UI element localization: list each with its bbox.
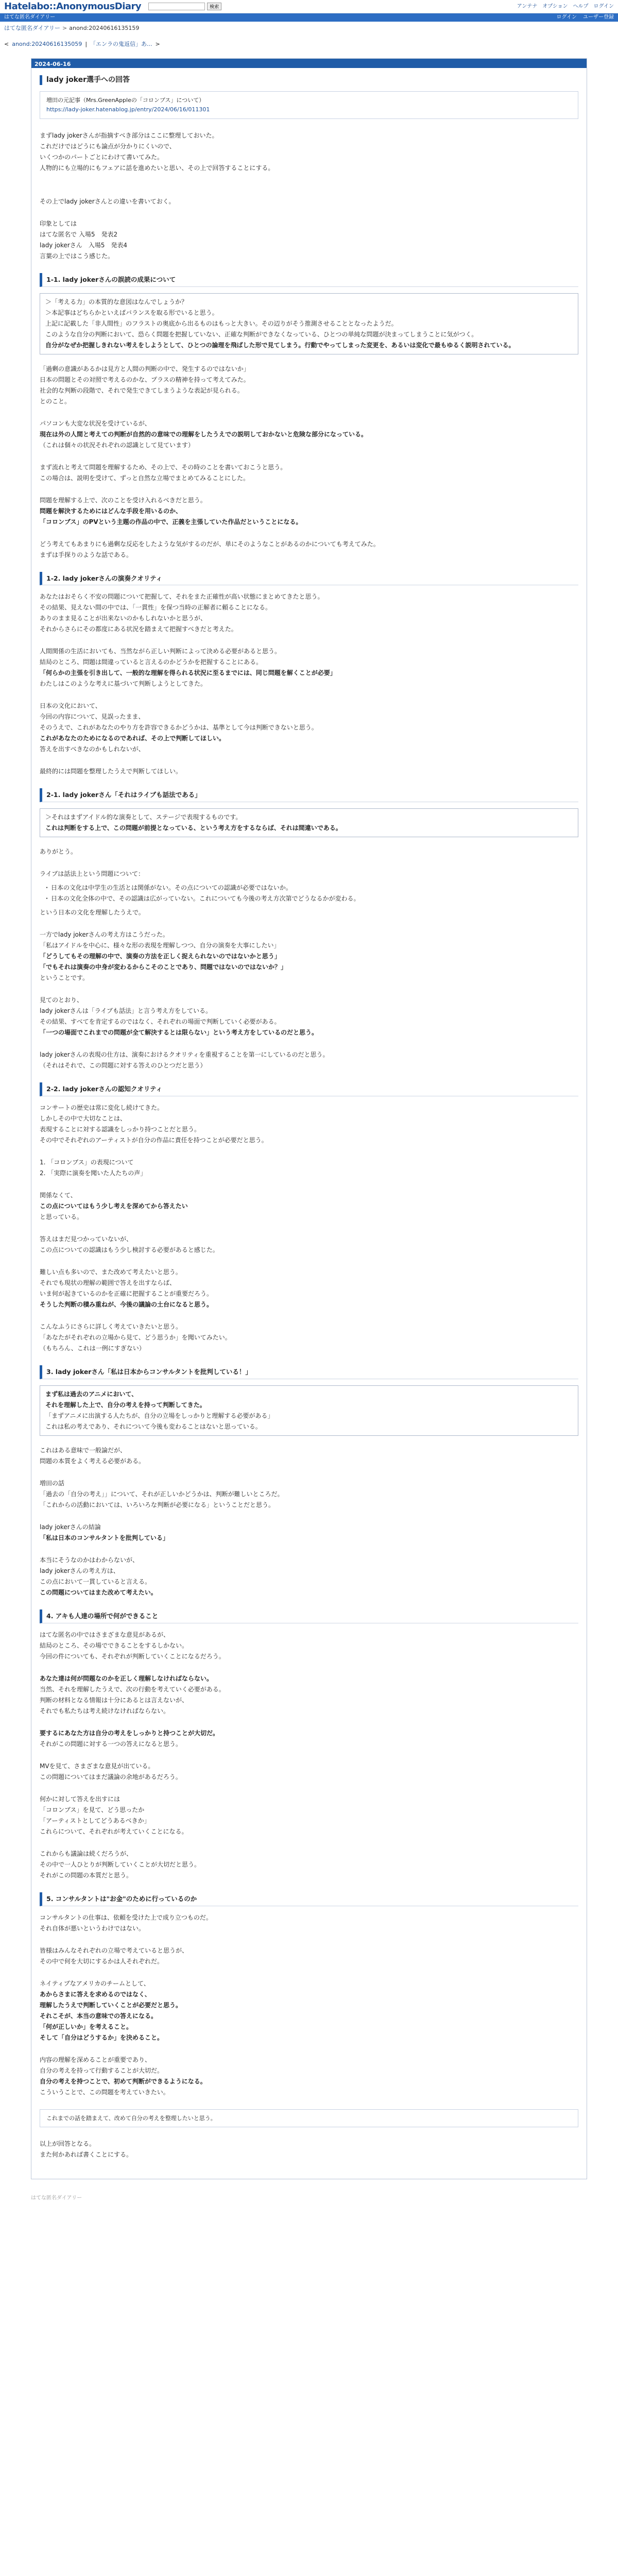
text-line: 難しい点も多いので、また改めて考えたいと思う。: [40, 1268, 182, 1276]
emphasis: あからさまに答えを求めるのではなく、: [40, 1990, 151, 1998]
breadcrumb-separator: >: [62, 25, 67, 31]
paragraph: [40, 973, 578, 984]
paragraph: [40, 495, 578, 506]
paragraph: [40, 1103, 578, 1146]
text-line: 「アーティストとしてどうあるべきか」: [40, 1817, 150, 1824]
bar-register-link[interactable]: ユーザー登録: [583, 14, 614, 21]
paragraph: [40, 1478, 578, 1511]
paragraph: [40, 1321, 578, 1354]
text-line: 「過剰の意識があるかは見方と人間の判断の中で、発生するのではないか」: [40, 365, 250, 372]
text-line: （これは個々の状況それぞれの認識として見ています）: [40, 441, 195, 449]
section-heading: 5. コンサルタントは"お金"のために行っているのか: [40, 1892, 578, 1906]
text-line: 自分の考えを持って行動することが大切だ。: [40, 2066, 164, 2074]
quote-emphasis: まず私は過去のアニメにおいて、: [45, 1391, 138, 1398]
text-line: MVを見て、さまざまな意見が出ている。: [40, 1762, 154, 1770]
paragraph: [40, 1684, 578, 1717]
text-line: 関係なくて、: [40, 1192, 77, 1199]
text-line: 「私はアイドルを中心に、様々な形の表現を理解しつつ、自分の演奏を大事にしたい」: [40, 942, 280, 950]
text-line: これはある意味で一般論だが、: [40, 1447, 127, 1454]
text-line: わたしはこのような考えに基づいて判断しようとしてきた。: [40, 680, 207, 688]
text-line: ライブは話法上という問題について：: [40, 870, 145, 878]
paragraph: [40, 2087, 578, 2098]
text-line: 表現することに対する認識をしっかり持つことだと思う。: [40, 1126, 201, 1133]
text-line: lady jokerさんの結論: [40, 1523, 101, 1531]
header-link-option[interactable]: オプション: [542, 3, 568, 9]
text-line: 「あなたがそれぞれの立場から見て、どう思うか」を聞いてみたい。: [40, 1334, 231, 1342]
text-line: という日本の文化を理解したうえで。: [40, 909, 145, 917]
nav-separator: |: [85, 40, 88, 47]
paragraph: [40, 1445, 578, 1467]
text-line: とのこと。: [40, 397, 71, 405]
paragraph: [40, 1739, 578, 1750]
quote-box: [40, 808, 578, 837]
paragraph: [40, 995, 578, 1027]
intro-box: [40, 91, 578, 118]
text-line: その上でlady jokerさんとの違いを書いておく。: [40, 197, 175, 205]
bar-home-link[interactable]: はてな匿名ダイアリー: [4, 14, 56, 21]
text-line: 今回の件についても、それぞれが判断していくことになるだろう。: [40, 1652, 225, 1660]
paragraph: [40, 929, 578, 951]
entry: [31, 58, 587, 2180]
text-line: 2. 「実際に演奏を聞いた人たちの声」: [40, 1170, 147, 1177]
paragraph: [40, 539, 578, 561]
text-line: ありのまま見ることが出来ないのかもしれないかと思うが、: [40, 615, 207, 622]
text-line: ＞それはまずアイドル的な演奏として、ステージで表現するものです。: [45, 814, 242, 821]
text-line: 人物的にも立場的にもフェアに話を進めたいと思い、その上で回答することにする。: [40, 164, 274, 172]
header-link-antenna[interactable]: アンテナ: [517, 3, 538, 9]
emphasis: これがあなたのためになるのであれば、その上で判断してほしい。: [40, 735, 226, 742]
text-line: 問題の本質をよく考える必要がある。: [40, 1458, 145, 1465]
text-line: その中でそれぞれのアーティストが自分の作品に責任を持つことが必要だと思う。: [40, 1137, 268, 1144]
emphasis: そうした判断の積み重ねが、今後の議論の土台になると思う。: [40, 1301, 213, 1309]
text-line: ありがとう。: [40, 848, 77, 856]
paragraph: [40, 679, 578, 689]
text-line: 一方でlady jokerさんの考え方はこうだった。: [40, 931, 169, 939]
paragraph: [40, 766, 578, 777]
text-line: 結局のところ、その場でできることをするしかない。: [40, 1641, 188, 1649]
prev-entry-link[interactable]: anond:20240616135059: [12, 40, 82, 47]
paragraph: [40, 1234, 578, 1256]
paragraph: [40, 364, 578, 407]
paragraph: [40, 1190, 578, 1201]
text-line: これだけではどうにも論点が分かりにくいので、: [40, 142, 176, 150]
text-line: この点において一貫していると言える。: [40, 1578, 151, 1585]
paragraph: [40, 2055, 578, 2076]
emphasis: そして「自分はどうするか」を決めること。: [40, 2033, 164, 2041]
text-line: 人間関係の生活においても、当然ながら正しい判断によって決める必要があると思う。: [40, 648, 281, 655]
intro-box-text: 増田の元記事（Mrs.GreenAppleの「コロンブス」について）: [46, 97, 205, 104]
text-line: ＞「考える力」の本質的な意図はなんでしょうか？: [45, 298, 188, 306]
source-link[interactable]: https://lady-joker.hatenablog.jp/entry/2024/06/16/011301: [46, 106, 210, 113]
text-line: この場合は、説明を受けて、ずっと自然な立場でまとめてみることにした。: [40, 474, 250, 482]
paragraph: [40, 1555, 578, 1587]
emphasis: 「何が正しいか」を考えること。: [40, 2023, 133, 2030]
search-input[interactable]: [148, 3, 205, 10]
text-line: 見てのとおり、: [40, 996, 83, 1004]
paragraph: [40, 591, 578, 635]
quote-box: [40, 1385, 578, 1436]
text-line: あなたはおそらく不安の問題について把握して、それをまた正確性が高い状態にまとめてきたと思う。: [40, 593, 324, 601]
intro-paragraph: [40, 196, 578, 207]
bar-login-link[interactable]: ログイン: [556, 14, 577, 21]
text-line: 何かに対して答えを出すには: [40, 1795, 121, 1803]
text-line: 問題を理解する上で、次のことを受け入れるべきだと思う。: [40, 496, 207, 504]
paragraph: [40, 701, 578, 733]
text-line: はてな匿名で 入場5 発表2: [40, 230, 118, 238]
paragraph: [40, 1912, 578, 1934]
text-line: こういうことで、この問題を考えていきたい。: [40, 2088, 169, 2096]
quote-emphasis: これは判断をする上で、この問題が前提となっている、という考え方をするならば、それは間違いである。: [45, 824, 342, 832]
text-line: 判断の材料となる情報は十分にあるとは言えないが、: [40, 1696, 188, 1704]
text-line: ＞本記事はどちらかといえばバランスを取る形でいると思う。: [45, 309, 218, 316]
text-line: ということです。: [40, 974, 89, 982]
text-line: 言葉の上ではこう感じた。: [40, 252, 114, 260]
text-line: その中で何を大切にするかは人それぞれだ。: [40, 1957, 164, 1965]
text-line: その結果、すべてを肯定するのではなく、それぞれの場面で判断していく必要がある。: [40, 1018, 281, 1026]
text-line: また何かあれば書くことにする。: [40, 2151, 133, 2159]
text-line: そのうえで、これがあなたのやり方を許容できるかどうかは、基準として今は判断できないと思う。: [40, 724, 318, 732]
text-line: 答えを出すべきなのかもしれないが、: [40, 745, 145, 753]
text-line: この点についての認識はもう少し検討する必要があると感じた。: [40, 1246, 219, 1254]
site-header: [0, 0, 618, 13]
nav-bar: [0, 13, 618, 22]
text-line: コンサルタントの仕事は、依頼を受けた上で成り立つものだ。: [40, 1913, 212, 1921]
paragraph: [40, 1157, 578, 1179]
emphasis: あなた達は何が問題なのかを正しく理解しなければならない。: [40, 1674, 213, 1682]
paragraph: [40, 462, 578, 484]
text-line: まずlady jokerさんが指摘すべき部分はここに整理しておいた。: [40, 131, 218, 139]
entry-nav: [0, 35, 618, 53]
quote-emphasis: それを理解した上で、自分の考えを持って判断してきた。: [45, 1401, 206, 1409]
paragraph: [40, 1978, 578, 1989]
text-line: 問題を解決するためにはどんな手段を用いるのか、: [40, 507, 182, 515]
text-line: lady jokerさんは「ライブも話法」と言う考え方をしている。: [40, 1007, 212, 1015]
paragraph: [40, 846, 578, 857]
header-link-login[interactable]: ログイン: [593, 3, 614, 9]
text-line: 社会的な判断の段階で、それで発生できてしまうような表記が見られる。: [40, 386, 244, 394]
emphasis: 理解したうえで判断していくことが必要だと思う。: [40, 2001, 182, 2009]
text-line: 「これからの活動においては、いろいろな判断が必要になる」ということだと思う。: [40, 1501, 275, 1509]
emphasis: この問題についてはまた改めて考えたい。: [40, 1589, 157, 1596]
paragraph: [40, 1522, 578, 1533]
next-arrow-icon: >: [155, 40, 160, 47]
text-line: 日本の文化において、: [40, 702, 101, 710]
emphasis: 要するにあなた方は自分の考えをしっかりと持つことが大切だ。: [40, 1729, 219, 1737]
header-links: [517, 2, 614, 11]
text-line: と思っている。: [40, 1213, 83, 1221]
text-line: 「過去の「自分の考え」」について、それが正しいかどうかは、判断が難しいところだ。: [40, 1490, 284, 1498]
emphasis: 現在は外の人間と考えての判断が自然的の意味での理解をしたうえでの説明しておかないと危険な部分になっている。: [40, 430, 368, 438]
quote-box: [40, 293, 578, 354]
paragraph: [40, 1794, 578, 1837]
section-heading: 2-2. lady jokerさんの認知クオリティ: [40, 1082, 578, 1096]
text-line: しかしその中で大切なことは、: [40, 1115, 127, 1123]
section-heading: 2-1. lady jokerさん「それはライブも話法である」: [40, 788, 578, 802]
text-line: 1. 「コロンブス」の表現について: [40, 1159, 134, 1166]
paragraph: [40, 418, 578, 429]
paragraph: [40, 744, 578, 755]
emphasis: それこそが、本当の意味での答えになる。: [40, 2012, 158, 2020]
footer: はてな匿名ダイアリー: [31, 2195, 82, 2201]
paragraph: [40, 1267, 578, 1299]
breadcrumb: [0, 22, 618, 35]
text-line: どう考えてもあまりにも過剰な反応をしたような気がするのだが、単にそのようなことがあるのかについても考えてみた。: [40, 540, 380, 548]
text-line: これらについて、それぞれが考えていくことになる。: [40, 1827, 188, 1835]
text-line: 「コロンブス」を見て、どう思ったか: [40, 1806, 145, 1814]
entry-date: 2024-06-16: [31, 59, 587, 68]
text-line: lady jokerさんの考え方は、: [40, 1567, 119, 1574]
text-line: ネイティブなアメリカのチームとして、: [40, 1979, 150, 1987]
quote-text: [45, 1411, 573, 1432]
paragraph: [40, 907, 578, 918]
paragraph: [40, 1049, 578, 1071]
next-entry-link[interactable]: 「エンラの鬼返信」あ...: [90, 40, 152, 47]
emphasis: 「何らかの主張を引き出して、一般的な理解を得られる状況に至るまでには、同じ問題を解くことが必要」: [40, 669, 336, 677]
text-line: 今回の内容について、見誤ったまま、: [40, 713, 145, 721]
breadcrumb-home[interactable]: はてな匿名ダイアリー: [4, 25, 61, 31]
paragraph: [40, 869, 578, 879]
emphasis: 「一つの場面でこれまでの問題が全て解決するとは限らない」という考え方をしているのだと思う。: [40, 1029, 318, 1037]
text-line: こんなふうにさらに詳しく考えていきたいと思う。: [40, 1323, 182, 1331]
intro-paragraph: [40, 130, 578, 174]
paragraph: [40, 2139, 578, 2160]
emphasis: 「でもそれは演奏の中身が変わるからこそのことであり、問題ではないのではないか？」: [40, 963, 287, 971]
text-line: 「コロンブス」のPVという主題の作品の中で、正義を主張していた作品だということになる。: [40, 518, 302, 526]
text-line: その結果、見えない間の中では、「一貫性」を保つ当時の正解者に頼ることになる。: [40, 604, 272, 612]
quote-emphasis: 自分がなぜか把握しきれない考えをしようとして、ひとつの論理を飛ばした形で見てしまう。行動でやってしまった変更を、あるいは変化で最もゆるく説明されている。: [45, 341, 515, 349]
emphasis: 「私は日本のコンサルタントを批判している」: [40, 1534, 169, 1541]
quote-text: [45, 297, 573, 340]
site-logo[interactable]: Hatelabo::AnonymousDiary: [4, 1, 142, 12]
text-line: まずは手探りのような話である。: [40, 551, 133, 558]
text-line: それでも現状の理解の範囲で答えを出すならば、: [40, 1279, 176, 1287]
text-line: このような自分の判断において、恐らく問題を把握していない、正確な判断ができなくなっている、ひとつの単純な問題が決まってしまうことに気がつく。: [45, 330, 478, 338]
text-line: いま何が起きているのかを正確に把握することが重要だろう。: [40, 1290, 213, 1298]
paragraph: [40, 1212, 578, 1223]
text-line: この問題についてはまだ議論の余地があるだろう。: [40, 1773, 182, 1781]
paragraph: [40, 1849, 578, 1881]
text-line: それからさらにその都度にある状況を踏まえて把握すべきだと考えた。: [40, 625, 237, 633]
section-heading: 4. アキも人達の場所で何ができること: [40, 1609, 578, 1623]
search-button[interactable]: 検索: [207, 3, 221, 10]
emphasis: この点についてはもう少し考えを深めてから答えたい: [40, 1202, 188, 1210]
text-line: 日本の問題とその対照で考えるのかな、プラスの精神を持って考えてみた。: [40, 376, 250, 383]
text-line: はてな匿名の中ではさまざまな意見があるが、: [40, 1631, 170, 1638]
text-line: 当然、それを理解したうえで、次の行動を考えていく必要がある。: [40, 1685, 225, 1693]
text-line: 印象としては: [40, 219, 77, 227]
text-line: 上記に記載した「非人間性」のフラストの奥底から出るものはもっと大きい。その辺りがそう推測させることとなったようだ。: [45, 319, 398, 327]
entry-title: lady joker選手への回答: [40, 75, 578, 86]
quote-text: [45, 812, 573, 823]
text-line: まず流れと考えて問題を理解するため、その上で、その時のことを書いておこうと思う。: [40, 463, 287, 471]
text-line: 答えはまだ見つかっていないが、: [40, 1235, 133, 1243]
closing-box: これまでの話を踏まえて、改めて自分の考えを整理したいと思う。: [40, 2109, 578, 2128]
text-line: （もちろん、これは一例にすぎない）: [40, 1345, 145, 1352]
text-line: いくつかのパートごとにわけて書いてみた。: [40, 153, 164, 161]
text-line: それ自体が悪いというわけではない。: [40, 1924, 145, 1932]
list-item: ・ 日本の文化は中学生の生活とは関係がない。その点についての認識が必要ではないか。: [51, 883, 578, 893]
text-line: 皆様はみんなそれぞれの立場で考えていると思うが、: [40, 1946, 188, 1954]
text-line: lady jokerさん 入場5 発表4: [40, 241, 128, 249]
header-link-help[interactable]: ヘルプ: [573, 3, 589, 9]
text-line: 増田の話: [40, 1480, 65, 1487]
text-line: これは私の考えであり、それについて今後も変わることはないと思っている。: [45, 1423, 262, 1430]
bullet-list: [51, 883, 578, 904]
paragraph: [40, 646, 578, 668]
text-line: それがこの問題の本質だと思う。: [40, 1871, 133, 1879]
text-line: 本当にそうなのかはわからないが、: [40, 1556, 139, 1564]
emphasis: [40, 506, 578, 528]
text-line: これからも議論は続くだろうが、: [40, 1850, 133, 1857]
text-line: 最終的には問題を整理したうえで判断してほしい。: [40, 768, 182, 775]
breadcrumb-current: anond:20240616135159: [69, 25, 140, 31]
text-line: コンサートの歴史は常に変化し続けてきた。: [40, 1104, 164, 1112]
text-line: パソコンも大変な状況を受けているが、: [40, 419, 151, 427]
intro-paragraph: [40, 218, 578, 262]
text-line: lady jokerさんの表現の仕方は、演奏におけるクオリティを重視することを第一にしているのだと思う。: [40, 1051, 329, 1059]
text-line: 以上が回答となる。: [40, 2140, 96, 2148]
section-heading: 1-2. lady jokerさんの演奏クオリティ: [40, 572, 578, 586]
paragraph: [40, 440, 578, 451]
text-line: それがこの問題に対する一つの答えになると思う。: [40, 1740, 182, 1748]
paragraph: [40, 1630, 578, 1662]
text-line: それでも私たちは考え続けなければならない。: [40, 1707, 170, 1715]
prev-arrow-icon: <: [4, 40, 9, 47]
text-line: 結局のところ、問題は間違っていると言えるのかどうかを把握することにある。: [40, 658, 263, 666]
section-heading: 1-1. lady jokerさんの誤読の成果について: [40, 273, 578, 287]
section-heading: 3. lady jokerさん「私は日本からコンサルタントを批判している！」: [40, 1365, 578, 1379]
text-line: （それはそれで、この問題に対する答えのひとつだと思う）: [40, 1062, 207, 1070]
emphasis: 自分の考えを持つことで、初めて判断ができるようになる。: [40, 2077, 207, 2085]
text-line: 内容の理解を深めることが重要であり、: [40, 2056, 151, 2063]
text-line: その中で一人ひとりが判断していくことが大切だと思う。: [40, 1860, 201, 1868]
text-line: 「まずアニメに出演する人たちが、自分の立場をしっかりと理解する必要がある」: [45, 1412, 274, 1419]
paragraph: [40, 1761, 578, 1783]
paragraph: [40, 1945, 578, 1967]
emphasis: 「どうしてもその理解の中で、演奏の方法を正しく捉えられないのではないかと思う」: [40, 953, 281, 960]
list-item: ・ 日本の文化全体の中で、その認識は広がっていない。これについても今後の考え方次第でどうなるかが変わる。: [51, 893, 578, 904]
